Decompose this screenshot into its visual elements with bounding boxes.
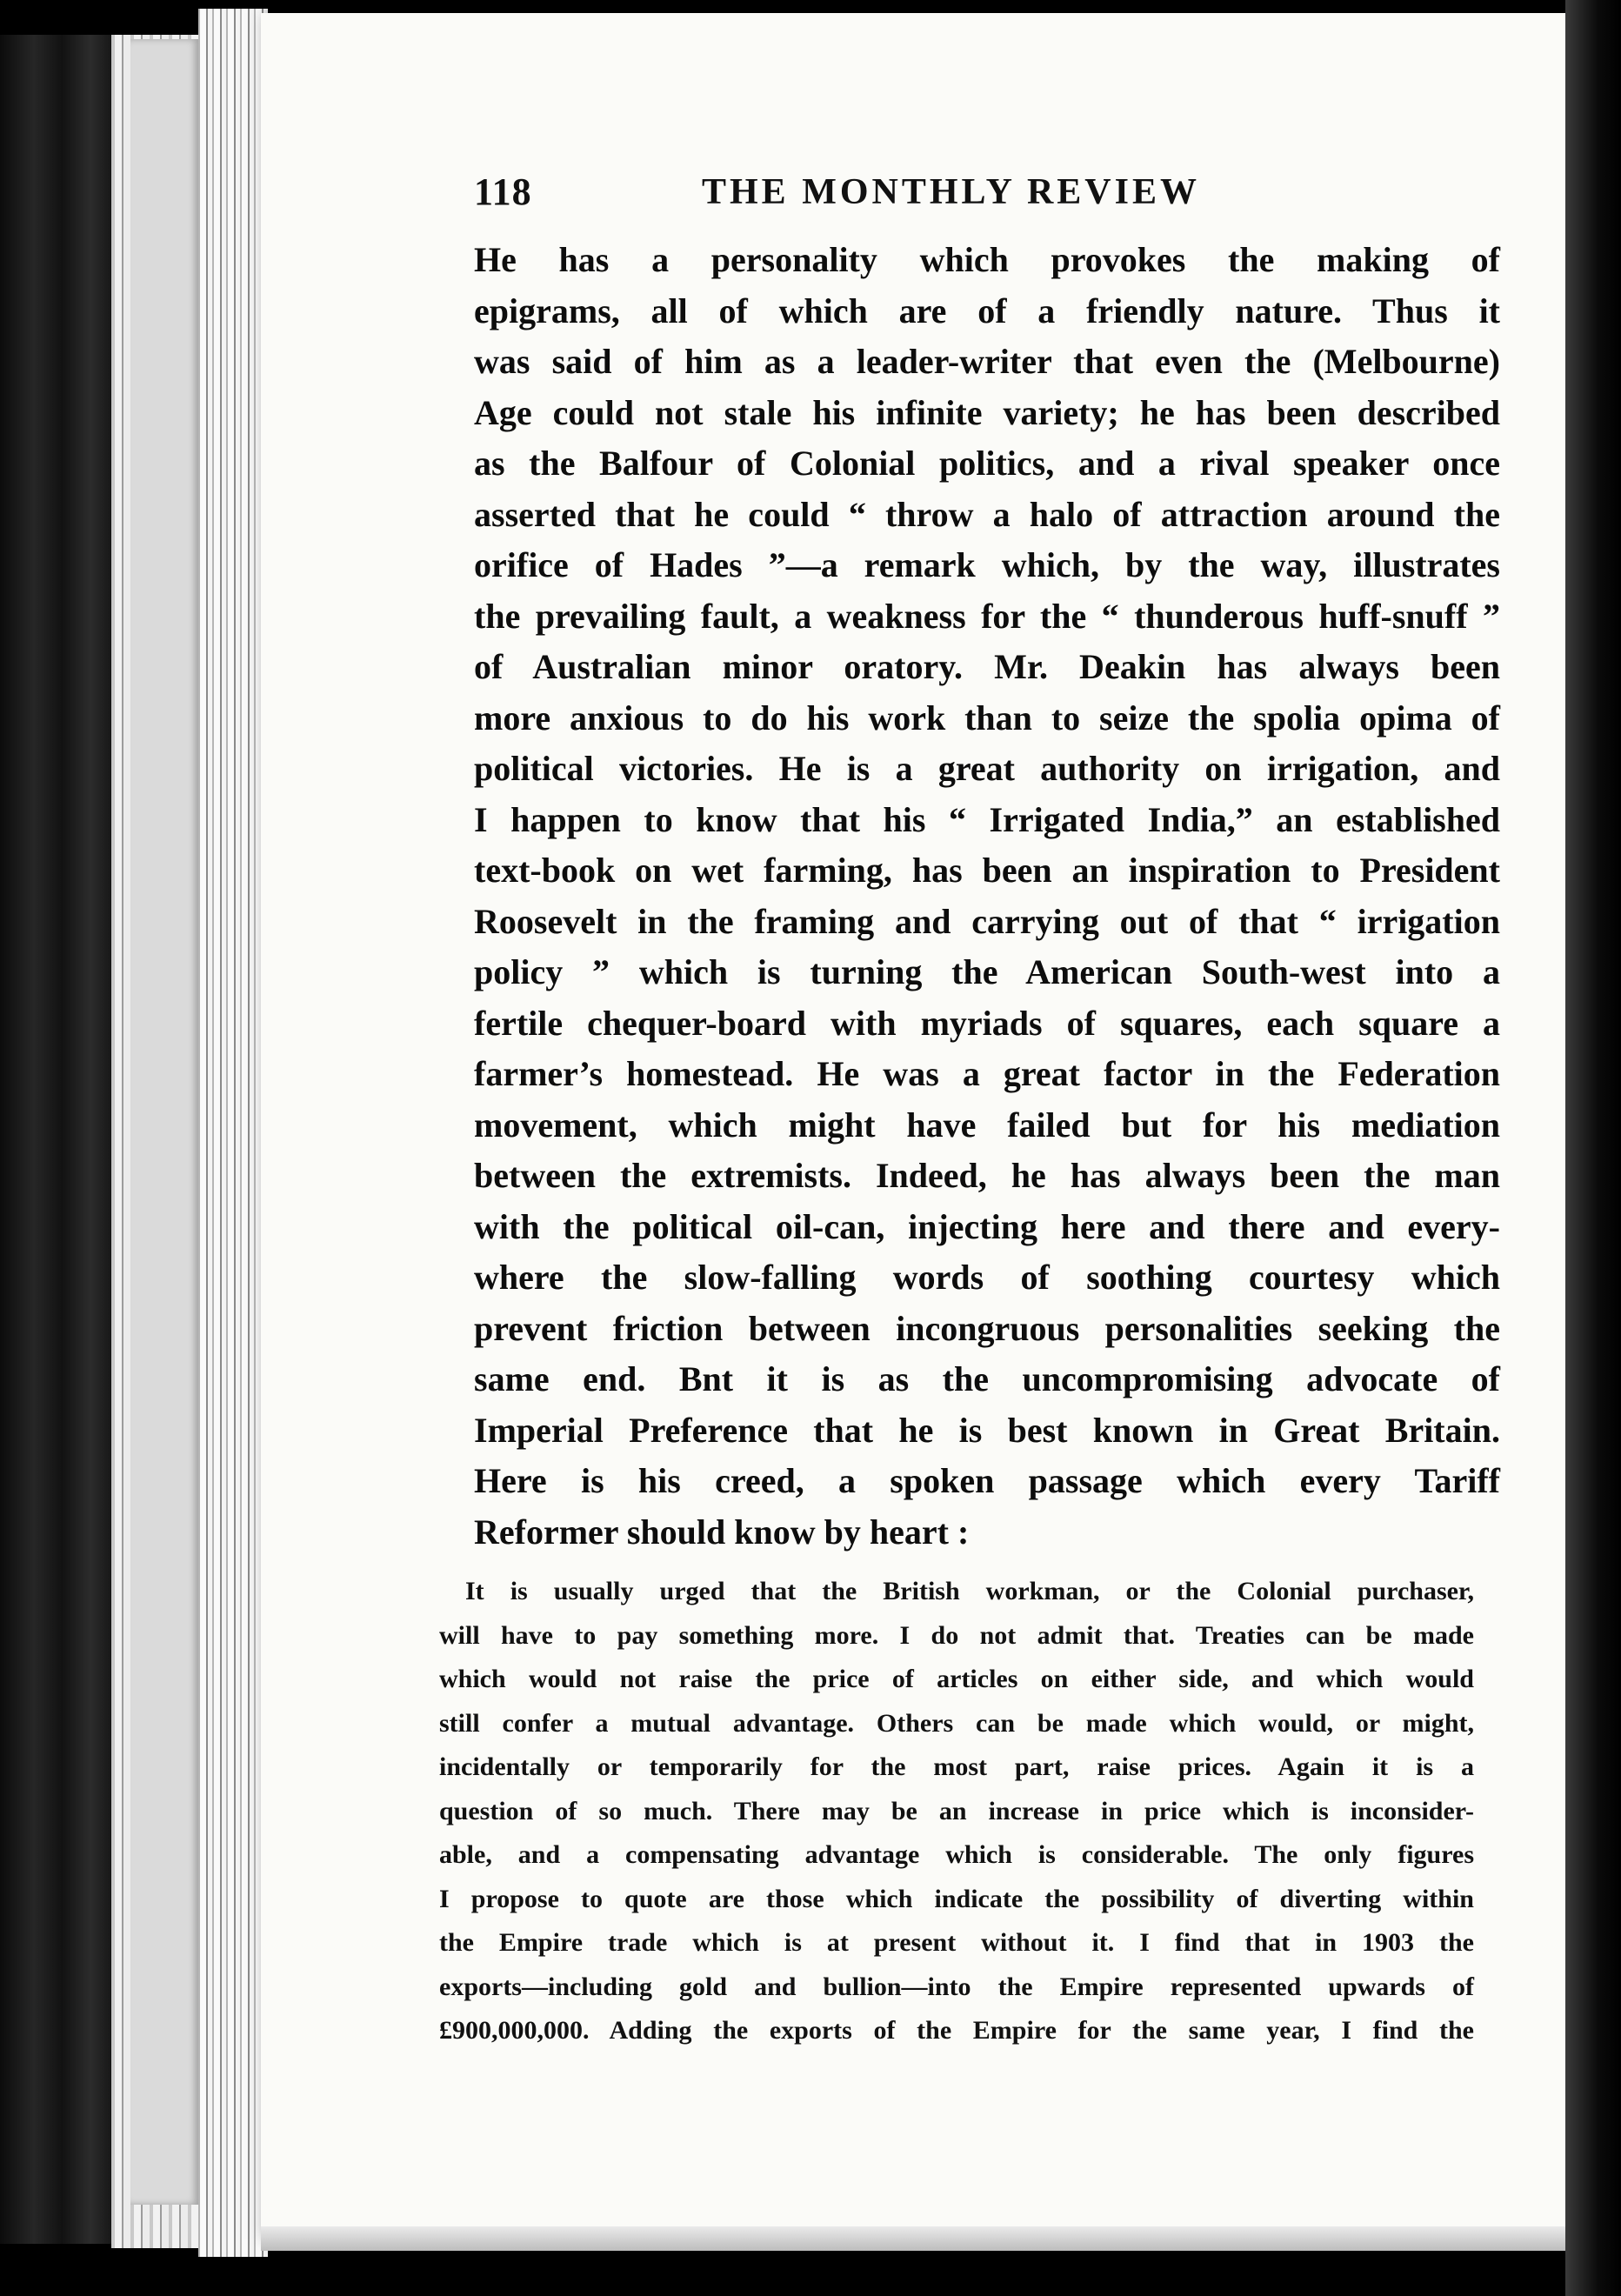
body-line: epigrams, all of which are of a friendly nature. Thus it xyxy=(474,290,1500,330)
page-bottom-edge xyxy=(261,2226,1574,2251)
body-line: farmer’s homestead. He was a great factor in the Federation xyxy=(474,1054,1500,1093)
body-line: Imperial Preference that he is best known in Great Britain. xyxy=(474,1410,1500,1450)
page-number: 118 xyxy=(474,170,532,213)
extract-line: incidentally or temporarily for the most part, raise prices. Again it is a xyxy=(439,1752,1474,1781)
body-line: as the Balfour of Colonial politics, and a rival speaker once xyxy=(474,444,1500,483)
book-binding xyxy=(0,35,113,2244)
extract-line: It is usually urged that the British workman, or the Colonial purchaser, xyxy=(465,1577,1474,1605)
body-line: was said of him as a leader-writer that even the (Melbourne) xyxy=(474,342,1500,381)
previous-page-edge xyxy=(130,39,200,2205)
body-line: prevent friction between incongruous personalities seeking the xyxy=(474,1308,1500,1348)
extract-line: question of so much. There may be an increase in price which is inconsider- xyxy=(439,1796,1474,1825)
extract-line: will have to pay something more. I do not admit that. Treaties can be made xyxy=(439,1620,1474,1650)
body-line: of Australian minor oratory. Mr. Deakin has always been xyxy=(474,647,1500,686)
body-line: text-book on wet farming, has been an inspiration to President xyxy=(474,851,1500,890)
journal-title: THE MONTHLY REVIEW xyxy=(702,172,1200,212)
body-line: Here is his creed, a spoken passage which every Tariff xyxy=(474,1461,1500,1500)
extract-line: the Empire trade which is at present without it. I find that in 1903 the xyxy=(439,1928,1474,1957)
body-line: orifice of Hades ”—a remark which, by the way, illustrates xyxy=(474,545,1500,584)
body-line: fertile chequer-board with myriads of squares, each square a xyxy=(474,1003,1500,1043)
body-line: asserted that he could “ throw a halo of attraction around the xyxy=(474,494,1500,534)
body-line: same end. Bnt it is as the uncompromising advocate of xyxy=(474,1359,1500,1398)
page-edges-fan xyxy=(198,9,268,2257)
body-line: Reformer should know by heart : xyxy=(474,1512,970,1552)
body-line: the prevailing fault, a weakness for the “ thunderous huff-snuff ” xyxy=(474,596,1500,636)
body-line: between the extremists. Indeed, he has always been the man xyxy=(474,1156,1500,1195)
extract-line: able, and a compensating advantage which is considerable. The only figures xyxy=(439,1840,1474,1869)
body-line: where the slow-falling words of soothing courtesy which xyxy=(474,1258,1500,1297)
extract-line: still confer a mutual advantage. Others can be made which would, or might, xyxy=(439,1708,1474,1738)
body-line: political victories. He is a great authority on irrigation, and xyxy=(474,749,1500,788)
extract-line: £900,000,000. Adding the exports of the Empire for the same year, I find the xyxy=(439,2016,1474,2045)
body-line: Roosevelt in the framing and carrying out of that “ irrigation xyxy=(474,901,1500,941)
body-line: movement, which might have failed but for his mediation xyxy=(474,1105,1500,1145)
body-paragraph xyxy=(474,235,1500,1558)
extract-line: exports—including gold and bullion—into the Empire represented upwards of xyxy=(439,1972,1474,2001)
quoted-extract xyxy=(439,1570,1474,2053)
body-line: with the political oil-can, injecting here and there and every- xyxy=(474,1206,1500,1246)
extract-line: which would not raise the price of articles on either side, and which would xyxy=(439,1665,1474,1693)
extract-line: I propose to quote are those which indicate the possibility of diverting within xyxy=(439,1884,1474,1913)
body-line: more anxious to do his work than to seize the spolia opima of xyxy=(474,697,1500,738)
running-head xyxy=(474,170,1309,230)
body-line: policy ” which is turning the American South-west into a xyxy=(474,952,1500,991)
body-line: He has a personality which provokes the making of xyxy=(474,240,1500,279)
body-line: I happen to know that his “ Irrigated India,” an established xyxy=(474,799,1500,839)
body-line: Age could not stale his infinite variety; he has been described xyxy=(474,392,1500,432)
right-shadow xyxy=(1565,0,1621,2296)
